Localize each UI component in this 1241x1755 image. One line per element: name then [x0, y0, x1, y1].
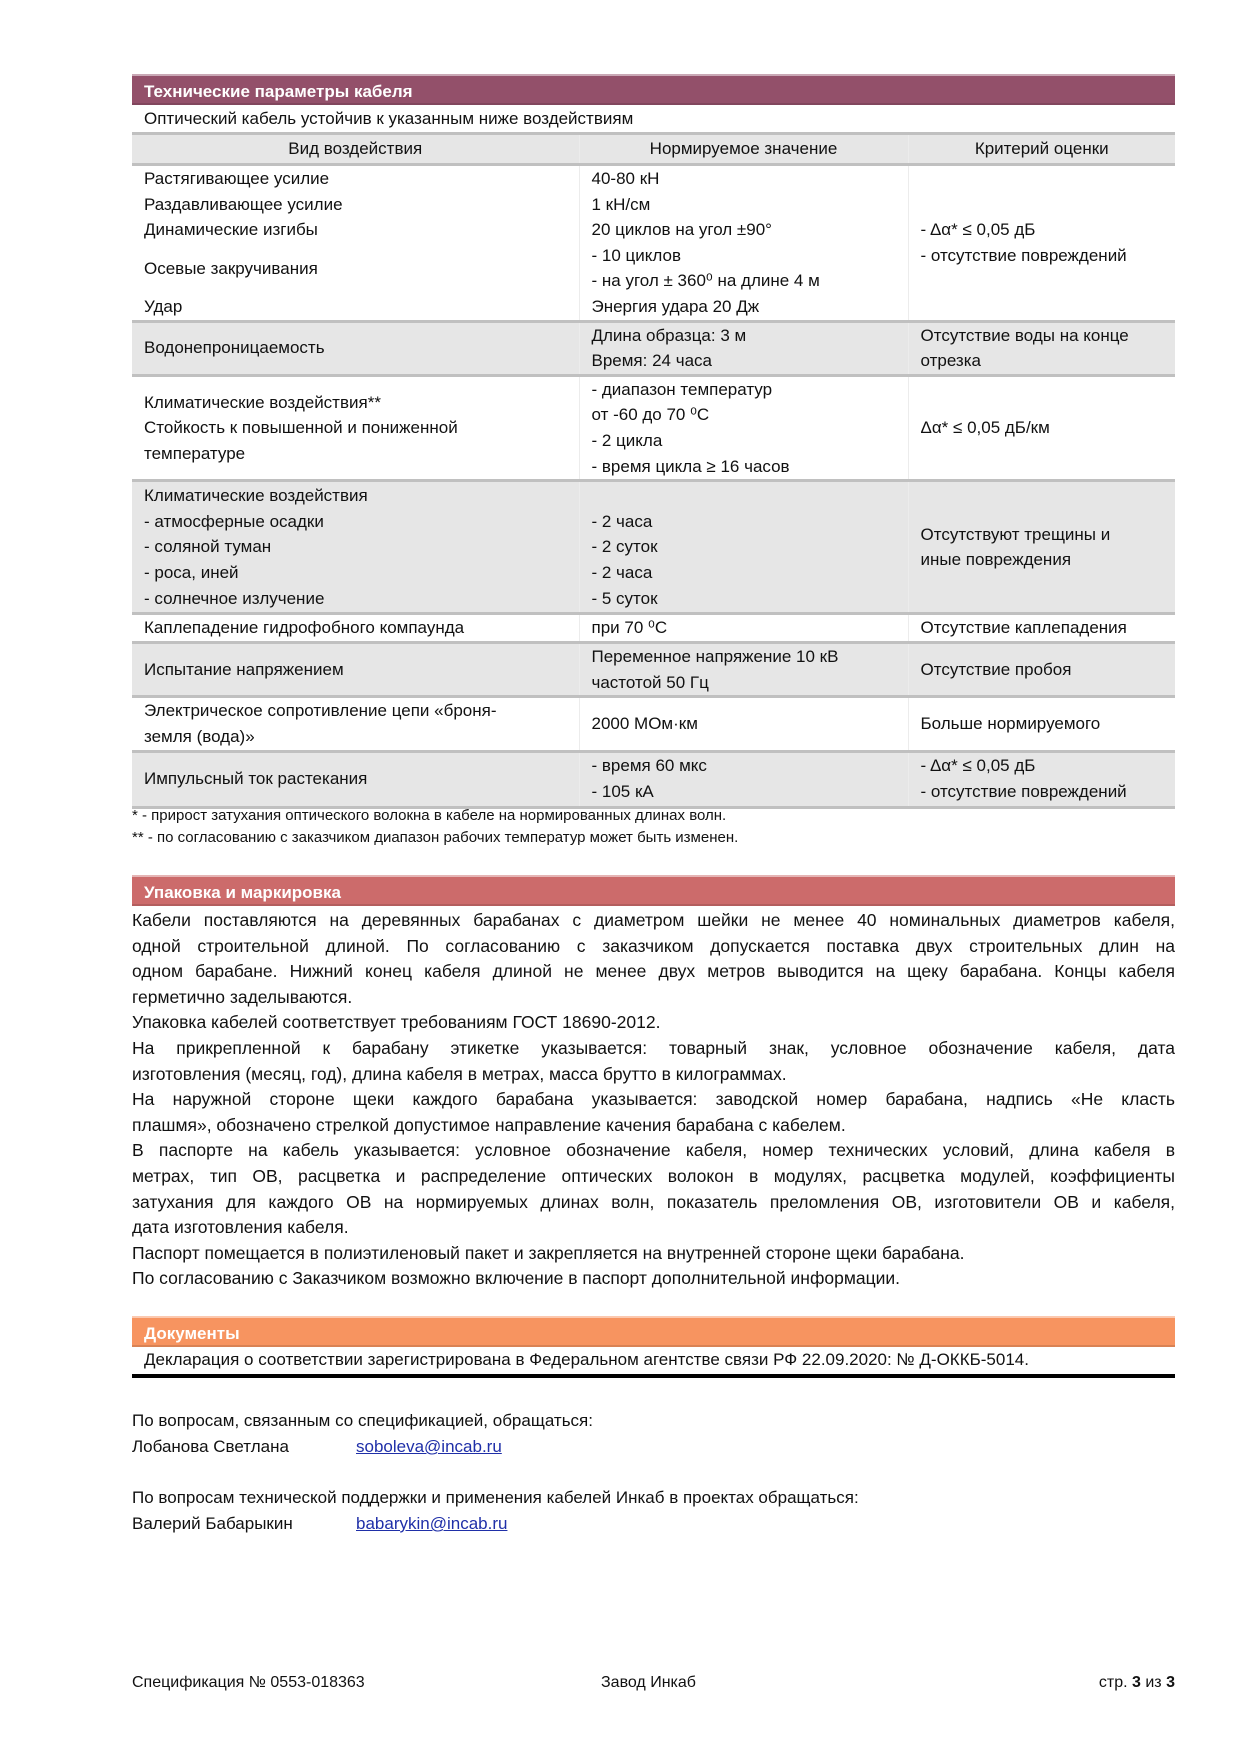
contact-question: По вопросам технической поддержки и применения кабелей Инкаб в проектах обращаться:	[132, 1488, 859, 1507]
contact-email-link[interactable]: soboleva@incab.ru	[356, 1437, 502, 1456]
cell-line: Водонепроницаемость	[144, 338, 325, 358]
contact-email-link[interactable]: babarykin@incab.ru	[356, 1514, 508, 1533]
cell-line: Длина образца: 3 м	[591, 325, 747, 345]
cell-line: - 5 суток	[591, 588, 658, 608]
current-page: 3	[1132, 1674, 1141, 1691]
cell-line: - отсутствие повреждений	[920, 245, 1127, 265]
cell-line: земля (вода)»	[144, 726, 255, 746]
paragraph-line: Паспорт помещается в полиэтиленовый пакет и закрепляется на внутренней стороне щеки барабана.	[132, 1242, 965, 1263]
cell-line: Отсутствие воды на конце	[920, 325, 1129, 345]
cell-line: - время 60 мкс	[591, 756, 707, 776]
cell-line: - на угол ± 360⁰ на длине 4 м	[591, 271, 820, 291]
cell-line: - 2 часа	[591, 511, 653, 531]
contact-name: Валерий Бабарыкин	[132, 1514, 293, 1533]
paragraph-line: На прикрепленной к барабану этикетке указывается: товарный знак, условное обозначение кабеля, дата	[132, 1037, 1175, 1058]
page-prefix: стр.	[1098, 1674, 1128, 1691]
impact-type-cell	[132, 481, 579, 614]
column-header: Вид воздействия	[132, 134, 579, 165]
paragraph	[132, 1010, 1175, 1036]
cell-line: Импульсный ток растекания	[144, 769, 368, 789]
cell-line: от -60 до 70 ⁰С	[591, 405, 710, 425]
cell-line: - роса, иней	[144, 562, 239, 582]
column-header: Нормируемое значение	[579, 134, 908, 165]
company-name: Завод Инкаб	[601, 1674, 696, 1691]
impact-type-cell	[132, 643, 579, 697]
table-row	[132, 481, 1175, 614]
divider	[132, 1374, 1175, 1378]
packaging-text	[132, 908, 1175, 1292]
impact-type-cell	[132, 697, 579, 751]
cell-line: - 2 суток	[591, 537, 658, 557]
impact-type-cell	[132, 375, 579, 480]
packaging-section-header: Упаковка и маркировка	[132, 875, 1175, 906]
cell-line: Стойкость к повышенной и пониженной	[144, 418, 458, 438]
criterion-cell	[908, 481, 1175, 614]
cell-line: Отсутствуют трещины и	[920, 524, 1111, 544]
paragraph-line: плашмя», обозначено стрелкой допустимое направление качения барабана с кабелем.	[132, 1114, 846, 1135]
paragraph-line: метрах, тип ОВ, расцветка и распределение оптических волокон в модулях, расцветка модулей, коэффициенты	[132, 1165, 1175, 1186]
norm-value-cell	[579, 375, 908, 480]
cell-line: Климатические воздействия**	[144, 392, 381, 412]
criterion-cell	[908, 165, 1175, 322]
table-row	[132, 165, 1175, 322]
paragraph-line: По согласованию с Заказчиком возможно включение в паспорт дополнительной информации.	[132, 1268, 901, 1289]
contact-row	[132, 1511, 1175, 1537]
paragraph	[132, 908, 1175, 1010]
cell-line: Удар	[144, 296, 183, 316]
table-row	[132, 375, 1175, 480]
cell-line: Раздавливающее усилие	[144, 194, 343, 214]
cell-line: Δα* ≤ 0,05 дБ/км	[920, 418, 1050, 438]
table-row	[132, 751, 1175, 807]
cell-line: - отсутствие повреждений	[920, 782, 1127, 801]
impact-type-cell	[132, 321, 579, 375]
paragraph	[132, 1138, 1175, 1240]
cell-line: - диапазон температур	[591, 379, 773, 399]
column-header: Критерий оценки	[908, 134, 1175, 165]
cell-line: Время: 24 часа	[591, 351, 712, 371]
tech-params-table	[132, 132, 1175, 809]
cell-line: 2000 МОм·км	[591, 714, 698, 734]
cell-line: Отсутствие каплепадения	[920, 618, 1127, 638]
cell-line: - Δα* ≤ 0,05 дБ	[920, 756, 1036, 776]
cell-line: иные повреждения	[920, 550, 1072, 570]
cell-line: 40-80 кН	[591, 169, 660, 188]
total-pages: 3	[1166, 1674, 1175, 1691]
cell-line: Осевые закручивания	[144, 258, 318, 278]
declaration-text: Декларация о соответствии зарегистрирована в Федеральном агентстве связи РФ 22.09.2020: № Д-ОККБ-5014.	[144, 1350, 1029, 1369]
norm-value-cell	[579, 697, 908, 751]
cell-line: отрезка	[920, 351, 981, 371]
impact-type-cell	[132, 751, 579, 807]
documents-section-header: Документы	[132, 1316, 1175, 1347]
tech-intro: Оптический кабель устойчив к указанным ниже воздействиям	[144, 109, 634, 128]
cell-line	[592, 483, 896, 509]
paragraph-line: герметично заделываются.	[132, 986, 353, 1007]
cell-line: Растягивающее усилие	[144, 169, 330, 188]
paragraph	[132, 1266, 1175, 1292]
contact-question: По вопросам, связанным со спецификацией, обращаться:	[132, 1411, 593, 1430]
cell-line: Испытание напряжением	[144, 659, 344, 679]
impact-type-cell	[132, 165, 579, 322]
cell-line: при 70 ⁰С	[591, 618, 668, 638]
paragraph-line: изготовления (месяц, год), длина кабеля в метрах, масса брутто в килограммах.	[132, 1063, 787, 1084]
table-row	[132, 643, 1175, 697]
paragraph-line: Упаковка кабелей соответствует требованиям ГОСТ 18690-2012.	[132, 1012, 661, 1033]
cell-line: Динамические изгибы	[144, 220, 318, 240]
page-footer	[132, 1670, 1175, 1696]
paragraph-line: одной строительной длиной. По согласованию с заказчиком допускается поставка двух строительных длин на	[132, 935, 1175, 956]
norm-value-cell	[579, 481, 908, 614]
norm-value-cell	[579, 165, 908, 322]
footnote: * - прирост затухания оптического волокна в кабеле на нормированных длинах волн.	[132, 807, 727, 824]
cell-line: - Δα* ≤ 0,05 дБ	[920, 220, 1036, 240]
cell-line: - 105 кА	[591, 782, 654, 801]
paragraph-line: Кабели поставляются на деревянных барабанах с диаметром шейки не менее 40 номинальных диаметров кабеля,	[132, 910, 1175, 930]
norm-value-cell	[579, 321, 908, 375]
paragraph	[132, 1087, 1175, 1138]
paragraph-line: одном барабане. Нижний конец кабеля длиной не менее двух метров выводится на щеку барабана. Концы кабеля	[132, 961, 1175, 982]
norm-value-cell	[579, 643, 908, 697]
cell-line: 20 циклов на угол ±90°	[591, 220, 772, 240]
page-of: из	[1145, 1674, 1162, 1691]
cell-line: Энергия удара 20 Дж	[591, 296, 760, 316]
norm-value-cell	[579, 614, 908, 643]
cell-line: - 10 циклов	[591, 245, 681, 265]
table-row	[132, 697, 1175, 751]
cell-line: - соляной туман	[144, 537, 272, 557]
paragraph	[132, 1241, 1175, 1267]
criterion-cell	[908, 751, 1175, 807]
spec-number: Спецификация № 0553-018363	[132, 1674, 365, 1691]
table-row	[132, 321, 1175, 375]
cell-line: температуре	[144, 443, 246, 463]
criterion-cell	[908, 643, 1175, 697]
cell-line: частотой 50 Гц	[591, 672, 709, 692]
table-header-row	[132, 134, 1175, 165]
page-number	[1099, 1670, 1175, 1696]
contact-name: Лобанова Светлана	[132, 1437, 289, 1456]
paragraph-line: В паспорте на кабель указывается: условное обозначение кабеля, номер технических условий, длина кабеля в	[132, 1140, 1175, 1161]
cell-line: - солнечное излучение	[144, 588, 325, 608]
criterion-cell	[908, 697, 1175, 751]
tech-section-header: Технические параметры кабеля	[132, 74, 1175, 105]
criterion-cell	[908, 321, 1175, 375]
norm-value-cell	[579, 751, 908, 807]
cell-line: Каплепадение гидрофобного компаунда	[144, 618, 465, 638]
cell-line: - 2 цикла	[591, 430, 663, 450]
criterion-cell	[908, 614, 1175, 643]
cell-line: Больше нормируемого	[920, 714, 1101, 734]
cell-line: - время цикла ≥ 16 часов	[591, 456, 790, 476]
contact-row	[132, 1434, 1175, 1460]
footnote: ** - по согласованию с заказчиком диапазон рабочих температур может быть изменен.	[132, 829, 739, 846]
paragraph-line: На наружной стороне щеки каждого барабана указывается: заводской номер барабана, надпись «Не класть	[132, 1089, 1175, 1110]
cell-line: Электрическое сопротивление цепи «броня-	[144, 701, 497, 721]
impact-type-cell	[132, 614, 579, 643]
cell-line: 1 кН/см	[591, 194, 651, 214]
criterion-cell	[908, 375, 1175, 480]
cell-line: Переменное напряжение 10 кВ	[591, 647, 839, 667]
paragraph-line: дата изготовления кабеля.	[132, 1217, 349, 1238]
table-row	[132, 614, 1175, 643]
cell-line: - атмосферные осадки	[144, 511, 324, 531]
cell-line: Отсутствие пробоя	[920, 659, 1072, 679]
paragraph	[132, 1036, 1175, 1087]
paragraph-line: затухания для каждого ОВ на нормируемых длинах волн, показатель преломления ОВ, изготовители ОВ и кабеля,	[132, 1191, 1175, 1212]
cell-line: Климатические воздействия	[144, 486, 368, 506]
cell-line: - 2 часа	[591, 562, 653, 582]
